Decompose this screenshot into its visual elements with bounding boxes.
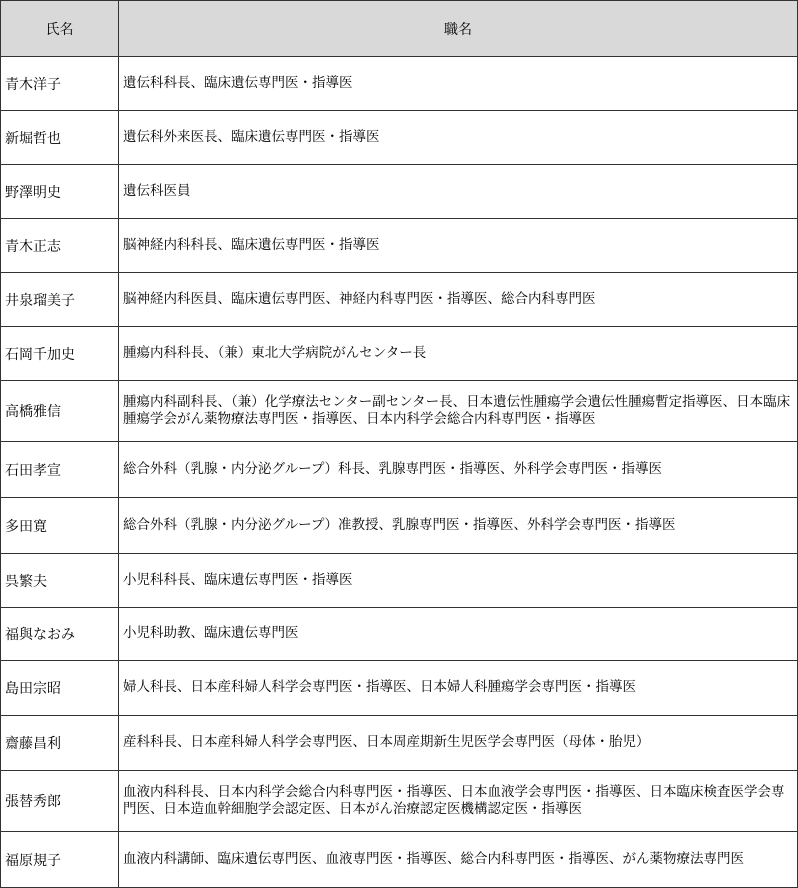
table-row [1,716,798,771]
staff-name: 高橋雅信 [1,381,119,442]
table-row [1,442,798,498]
staff-title: 血液内科講師、臨床遺伝専門医、血液専門医・指導医、総合内科専門医・指導医、がん薬物療法専門医 [119,832,798,888]
staff-name: 張替秀郎 [1,771,119,832]
table-row [1,327,798,381]
staff-title: 総合外科（乳腺・内分泌グループ）准教授、乳腺専門医・指導医、外科学会専門医・指導医 [119,498,798,554]
staff-title: 遺伝科科長、臨床遺伝専門医・指導医 [119,57,798,111]
table-row [1,57,798,111]
staff-name: 青木正志 [1,219,119,273]
staff-name: 青木洋子 [1,57,119,111]
table-row [1,381,798,442]
staff-title: 婦人科長、日本産科婦人科学会専門医・指導医、日本婦人科腫瘍学会専門医・指導医 [119,661,798,716]
table-row [1,832,798,888]
staff-name: 齋藤昌利 [1,716,119,771]
staff-title: 小児科科長、臨床遺伝専門医・指導医 [119,554,798,608]
table-row [1,498,798,554]
table-row [1,554,798,608]
staff-title: 遺伝科外来医長、臨床遺伝専門医・指導医 [119,111,798,165]
staff-title: 脳神経内科科長、臨床遺伝専門医・指導医 [119,219,798,273]
staff-name: 福原規子 [1,832,119,888]
header-row [1,1,798,57]
table-row [1,273,798,327]
staff-title: 腫瘍内科科長、（兼）東北大学病院がんセンター長 [119,327,798,381]
staff-name: 島田宗昭 [1,661,119,716]
staff-name: 新堀哲也 [1,111,119,165]
staff-title: 遺伝科医員 [119,165,798,219]
staff-name: 石田孝宣 [1,442,119,498]
staff-title: 小児科助教、臨床遺伝専門医 [119,608,798,661]
table-row [1,608,798,661]
staff-name: 野澤明史 [1,165,119,219]
header-title: 職名 [119,1,798,57]
staff-title: 産科科長、日本産科婦人科学会専門医、日本周産期新生児医学会専門医（母体・胎児） [119,716,798,771]
staff-name: 井泉瑠美子 [1,273,119,327]
table-row [1,661,798,716]
staff-title: 血液内科科長、日本内科学会総合内科専門医・指導医、日本血液学会専門医・指導医、日本臨床検査医学会専門医、日本造血幹細胞学会認定医、日本がん治療認定医機構認定医・指導医 [119,771,798,832]
header-name: 氏名 [1,1,119,57]
staff-name: 多田寛 [1,498,119,554]
table-row [1,771,798,832]
staff-name: 石岡千加史 [1,327,119,381]
staff-title: 腫瘍内科副科長、（兼）化学療法センター副センター長、日本遺伝性腫瘍学会遺伝性腫瘍暫定指導医、日本臨床腫瘍学会がん薬物療法専門医・指導医、日本内科学会総合内科専門医・指導医 [119,381,798,442]
table-row [1,165,798,219]
staff-name: 呉繁夫 [1,554,119,608]
staff-title: 総合外科（乳腺・内分泌グループ）科長、乳腺専門医・指導医、外科学会専門医・指導医 [119,442,798,498]
staff-name: 福與なおみ [1,608,119,661]
staff-title: 脳神経内科医員、臨床遺伝専門医、神経内科専門医・指導医、総合内科専門医 [119,273,798,327]
table-row [1,111,798,165]
table-row [1,219,798,273]
